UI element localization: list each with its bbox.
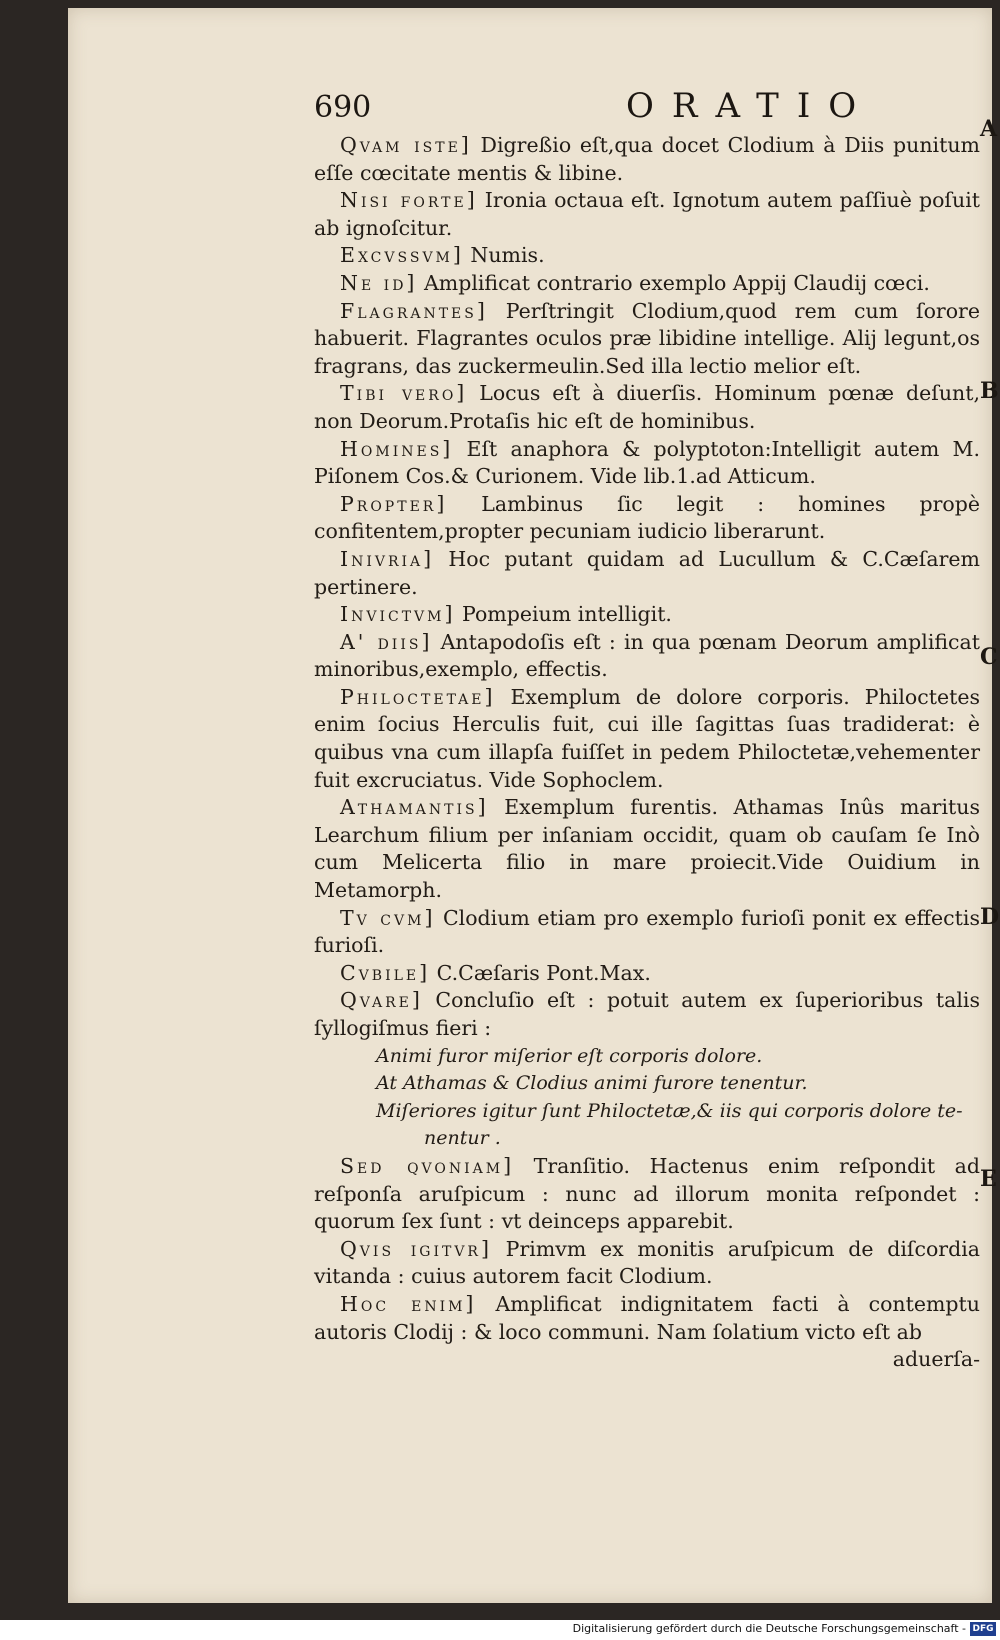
- lemma: Qvis igitvr]: [340, 1236, 492, 1261]
- lemma: Propter]: [340, 491, 448, 516]
- commentary-paragraphs: [314, 132, 980, 1043]
- gloss-text: C.Cæſaris Pont.Max.: [430, 960, 651, 985]
- commentary-text: [314, 132, 980, 1374]
- lemma: Qvare]: [340, 988, 423, 1013]
- commentary-paragraph: [314, 1236, 980, 1291]
- commentary-paragraph: [314, 187, 980, 242]
- gloss-text: Pompeium intelligit.: [455, 602, 672, 627]
- gloss-text: Eſt anaphora & polyptoton:Intelligit autem M. Piſonem Cos.& Curionem. Vide lib.1.ad Atticum.: [314, 436, 980, 489]
- running-title: ORATIO: [626, 86, 875, 126]
- commentary-paragraph: [314, 629, 980, 684]
- footer-bar: [0, 1620, 1000, 1640]
- dfg-logo: DFG: [970, 1622, 996, 1636]
- commentary-paragraph: [314, 491, 980, 546]
- gloss-text: Antapodoſis eſt : in qua pœnam Deorum amplificat minoribus,exemplo, effectis.: [314, 629, 980, 682]
- margin-letter-b: B: [980, 378, 999, 404]
- commentary-paragraphs-continued: [314, 1153, 980, 1346]
- margin-letter-c: C: [980, 644, 998, 670]
- lemma: Excvssvm]: [340, 243, 464, 268]
- lemma: Qvam iste]: [340, 133, 472, 157]
- catchword: aduerſa-: [892, 1347, 980, 1372]
- commentary-paragraph: [314, 1153, 980, 1236]
- lemma: Flagrantes]: [340, 298, 488, 323]
- commentary-paragraph: [314, 132, 980, 187]
- syllogism-line: Miſeriores igitur ſunt Philoctetæ,& iis qui corporis dolore te-: [376, 1099, 963, 1122]
- gloss-text: Concluſio eſt : potuit autem ex ſuperioribus talis ſyllogiſmus fieri :: [314, 988, 980, 1040]
- margin-letter-a: A: [980, 116, 998, 142]
- lemma: Sed qvoniam]: [340, 1153, 515, 1178]
- gloss-text: Numis.: [463, 243, 545, 268]
- gloss-text: Amplificat indignitatem facti à contemptu autoris Clodij : & loco communi. Nam ſolatium victo eſt ab: [314, 1291, 980, 1344]
- syllogism-line: nentur .: [424, 1127, 501, 1150]
- commentary-paragraph: [314, 546, 980, 601]
- gloss-text: Primvm ex monitis aruſpicum de diſcordia vitanda : cuius autorem facit Clodium.: [314, 1236, 980, 1289]
- commentary-paragraph: [314, 684, 980, 794]
- lemma: Ne id]: [340, 270, 418, 295]
- page-number: 690: [314, 90, 372, 125]
- commentary-paragraph: [314, 794, 980, 904]
- gloss-text: Exemplum furentis. Athamas Inûs maritus Learchum filium per inſaniam occidit, quam ob cauſam ſe Inò cum Melicerta filio in mare proiecit.Vide Ouidium in Metamorph.: [314, 795, 980, 903]
- syllogism-line: Animi furor miſerior eſt corporis dolore.: [376, 1044, 763, 1067]
- margin-letter-e: E: [980, 1166, 997, 1192]
- lemma: Nisi forte]: [340, 188, 478, 213]
- book-page: [68, 8, 992, 1603]
- lemma: A' diis]: [340, 629, 433, 654]
- commentary-paragraph: [314, 960, 980, 988]
- footer-credit: Digitalisierung gefördert durch die Deutsche Forschungsgemeinschaft -: [572, 1622, 966, 1635]
- commentary-paragraph: [314, 987, 980, 1042]
- commentary-paragraph: [314, 298, 980, 381]
- gloss-text: Tranſitio. Hactenus enim reſpondit ad reſponſa aruſpicum : nunc ad illorum monita reſpondet : quorum ſex ſunt : vt deinceps apparebit.: [314, 1153, 980, 1234]
- gloss-text: Locus eſt à diuerſis. Hominum pœnæ deſunt, non Deorum.Protaſis hic eſt de hominibus.: [314, 381, 981, 433]
- lemma: Tv cvm]: [340, 905, 436, 930]
- lemma: Inivria]: [340, 546, 435, 571]
- commentary-paragraph: [314, 601, 980, 629]
- commentary-paragraph: [314, 436, 980, 491]
- commentary-paragraph: [314, 1291, 980, 1346]
- margin-letter-d: D: [980, 904, 1000, 930]
- gloss-text: Clodium etiam pro exemplo furioſi ponit ex effectis furioſi.: [314, 905, 980, 958]
- gloss-text: Hoc putant quidam ad Lucullum & C.Cæſarem pertinere.: [314, 546, 980, 599]
- lemma: Homines]: [340, 436, 454, 461]
- gloss-text: Perſtringit Clodium,quod rem cum ſorore habuerit. Flagrantes oculos præ libidine intellige. Alij legunt,os fragrans, das zuckermeulin.Sed illa lectio melior eſt.: [314, 298, 980, 378]
- syllogism-block: [314, 1043, 980, 1153]
- lemma: Cvbile]: [340, 960, 431, 985]
- gloss-text: Lambinus ſic legit : homines propè confitentem,propter pecuniam iudicio liberarunt.: [314, 491, 980, 544]
- page-header: [68, 84, 992, 134]
- lemma: Hoc enim]: [340, 1291, 477, 1316]
- gloss-text: Ironia octaua eſt. Ignotum autem paſſiuè poſuit ab ignoſcitur.: [314, 188, 980, 240]
- commentary-paragraph: [314, 270, 980, 298]
- gloss-text: Amplificat contrario exemplo Appij Claudij cœci.: [417, 270, 930, 295]
- lemma: Tibi vero]: [340, 381, 468, 406]
- commentary-paragraph: [314, 242, 980, 270]
- commentary-paragraph: [314, 380, 980, 435]
- lemma: Athamantis]: [340, 795, 489, 820]
- commentary-paragraph: [314, 905, 980, 960]
- gloss-text: Digreßio eſt,qua docet Clodium à Diis punitum eſſe cœcitate mentis & libine.: [314, 133, 980, 185]
- gloss-text: Exemplum de dolore corporis. Philoctetes enim ſocius Herculis fuit, cui ille ſagittas ſuas tradiderat: è quibus vna cum illapſa fuiſſet in pedem Philoctetæ,vehementer fuit excruciatus. Vide Sophoclem.: [314, 684, 980, 792]
- lemma: Philoctetae]: [340, 684, 496, 709]
- lemma: Invictvm]: [340, 602, 456, 627]
- syllogism-line: At Athamas & Clodius animi furore tenentur.: [376, 1072, 808, 1095]
